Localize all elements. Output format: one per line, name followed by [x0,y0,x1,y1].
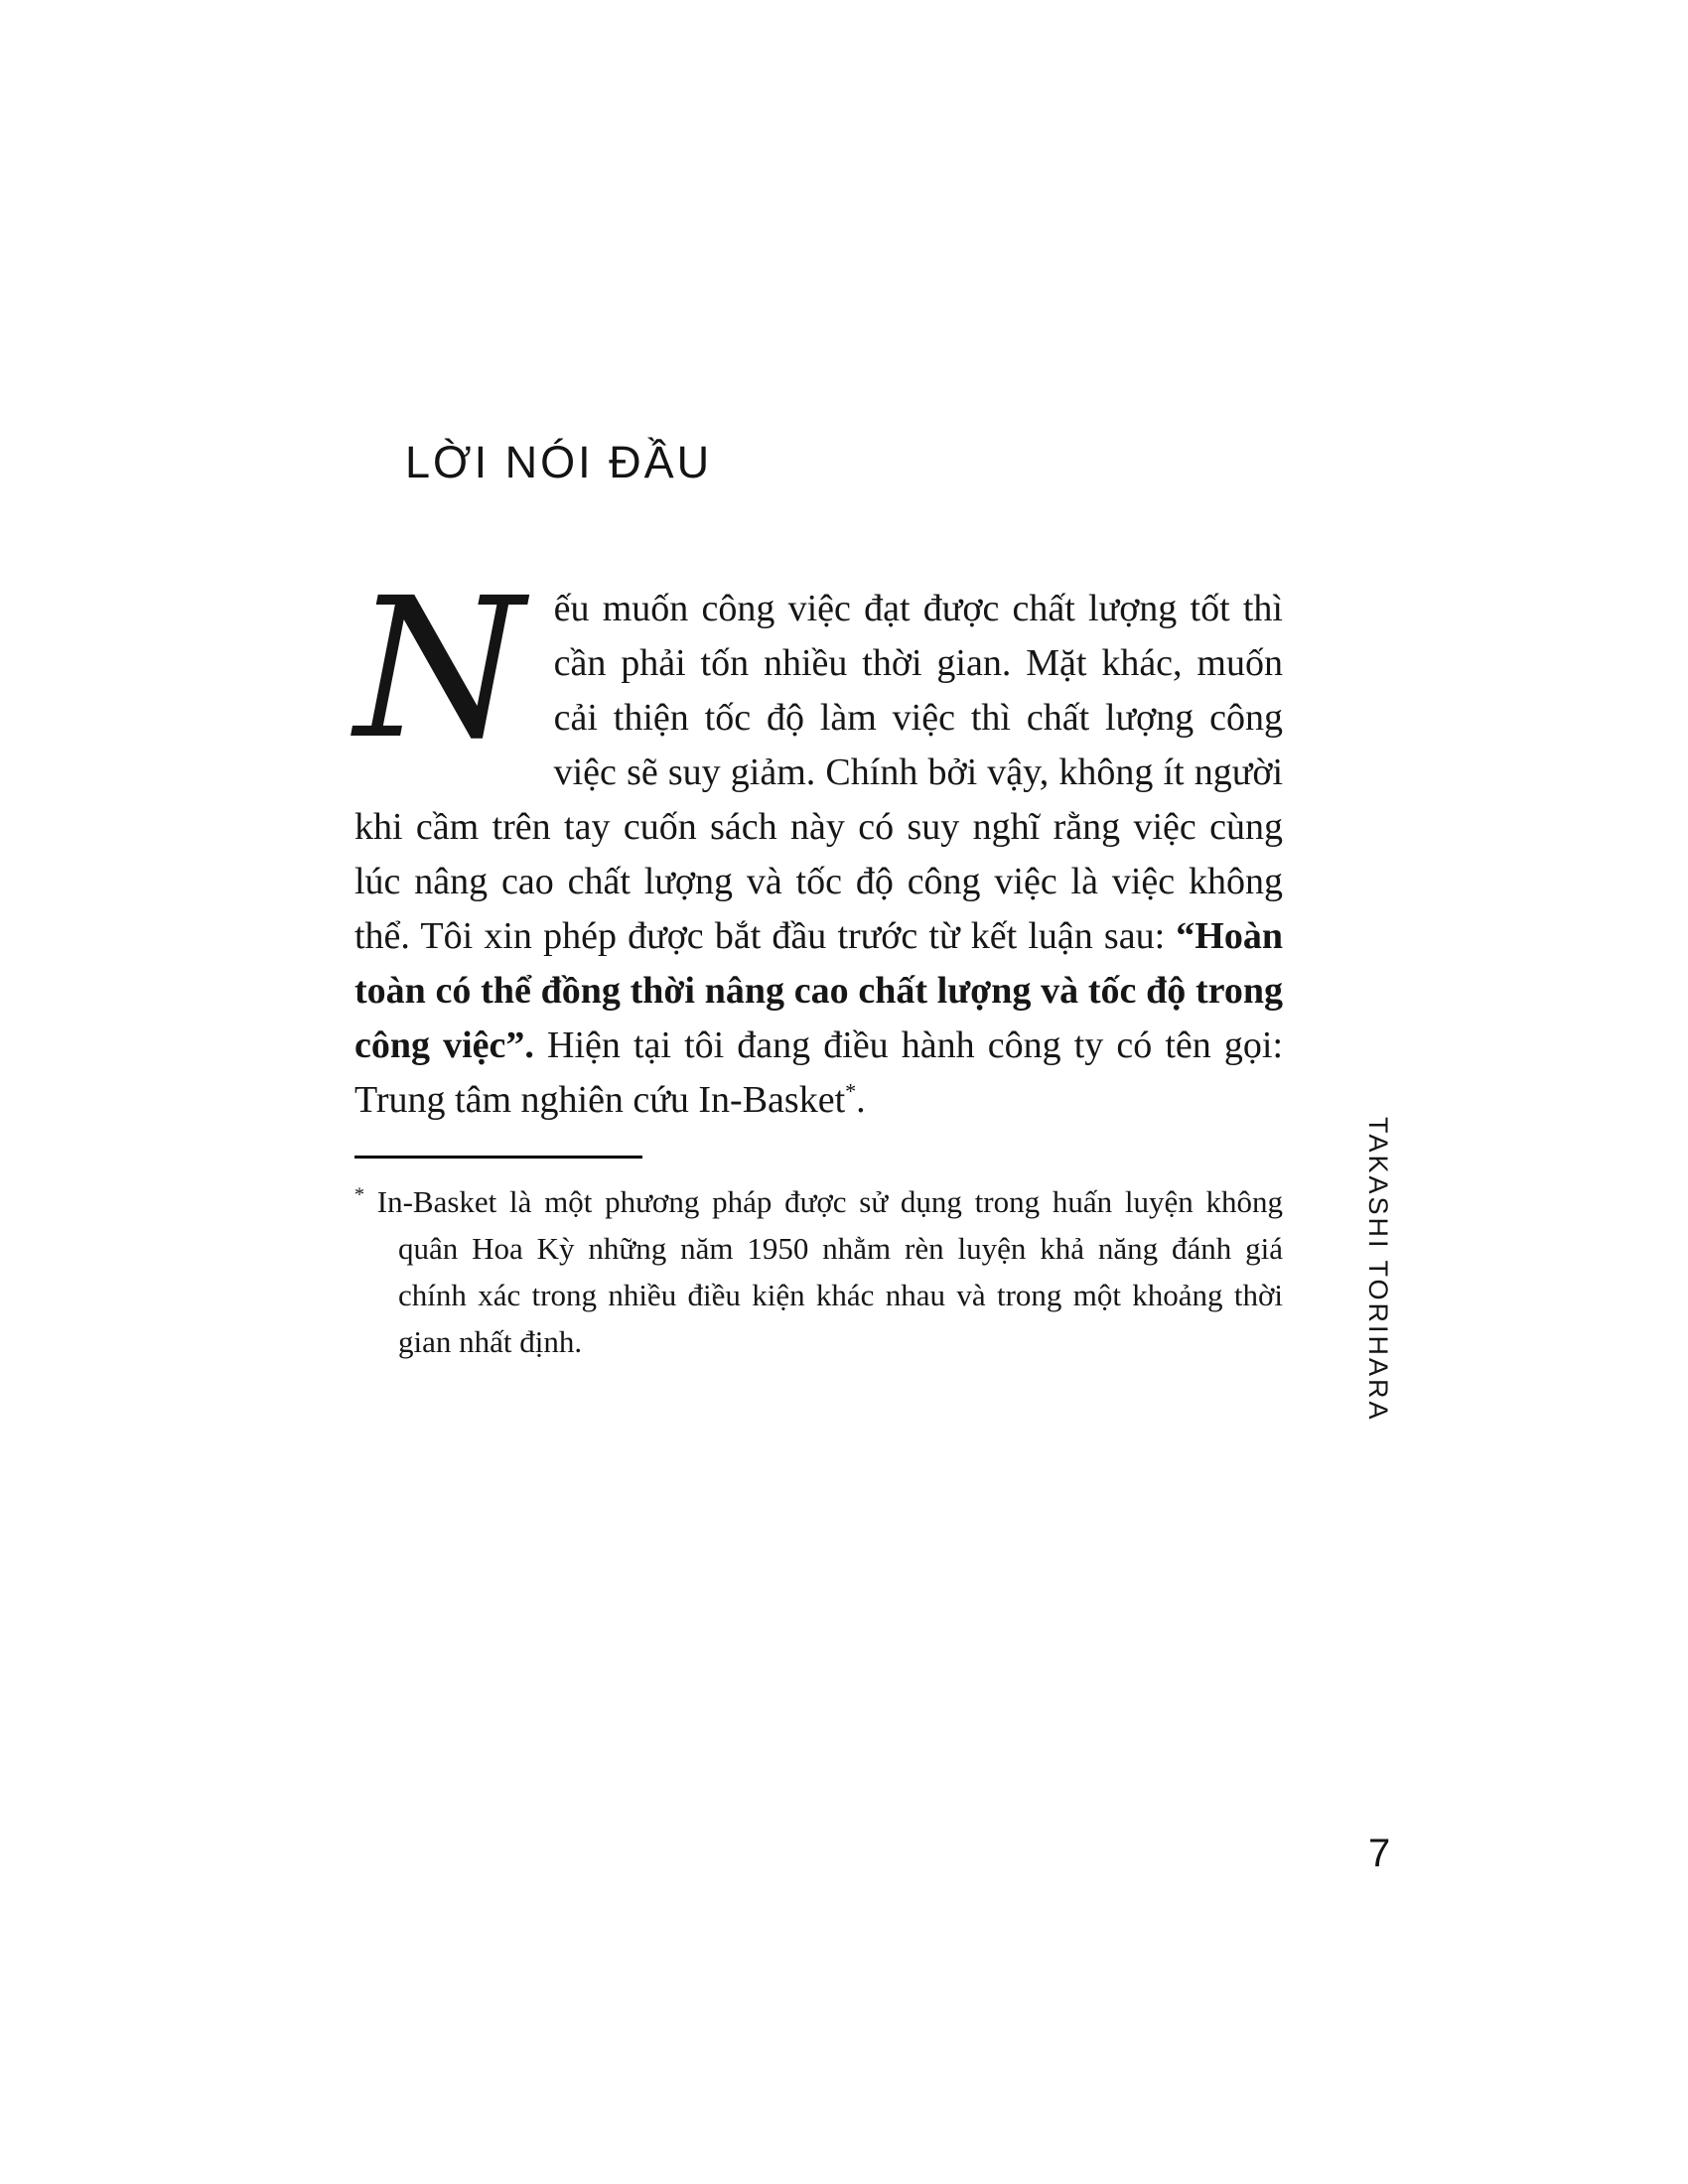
footnote-text: In-Basket là một phương pháp được sử dụng trong huấn luyện không quân Hoa Kỳ những năm 1950 nhằm rèn luyện khả năng đánh giá chính xác trong nhiều điều kiện khác nhau và trong một khoảng thời gian nhất định. [364,1184,1283,1359]
footnote-rule [354,1156,642,1159]
footnote-reference-mark: * [845,1078,857,1104]
author-running-head: TAKASHI TORIHARA [1363,1117,1393,1423]
footnote-marker: * [354,1183,364,1206]
opening-paragraph [354,556,1284,1128]
drop-cap-letter: N [354,556,524,781]
bold-statement: “Hoàn toàn có thể đồng thời nâng cao chất lượng và tốc độ trong công việc”. [354,915,1283,1066]
paragraph-text-end: Hiện tại tôi đang điều hành công ty có tên gọi: Trung tâm nghiên cứu In-Basket [354,1024,1284,1121]
closing-period: . [856,1079,866,1121]
page-number: 7 [1368,1832,1391,1875]
footnote [354,1178,1283,1365]
preface-heading: LỜI NÓI ĐẦU [405,437,713,487]
paragraph-text-start: ếu muốn công việc đạt được chất lượng tốt thì cần phải tốn nhiều thời gian. Mặt khác, muốn cải thiện tốc độ làm việc thì chất lượng công việc sẽ suy giảm. Chính bởi vậy, không ít người khi cầm trên tay cuốn sách này có suy nghĩ rằng việc cùng lúc nâng cao chất lượng và tốc độ công việc là việc không thể. Tôi xin phép được bắt đầu trước từ kết luận sau: [354,588,1283,957]
page-content [354,556,1284,1365]
